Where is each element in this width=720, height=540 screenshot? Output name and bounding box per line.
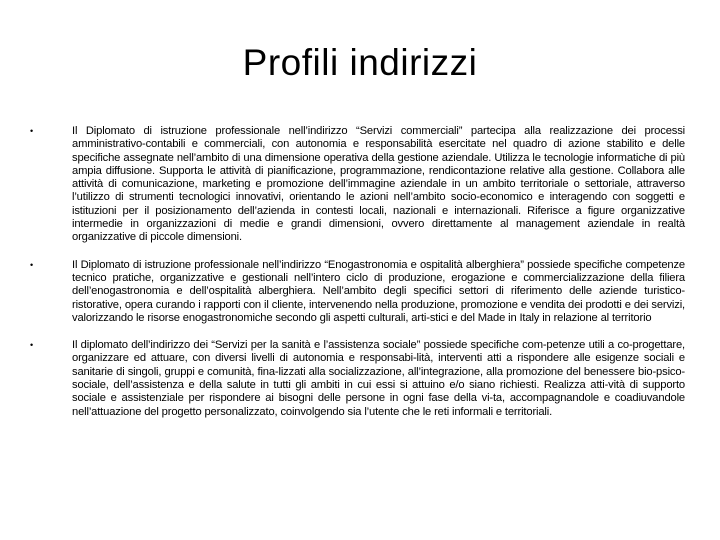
bullet-text: Il diplomato dell’indirizzo dei “Servizi per la sanità e l’assistenza sociale” possiede specifiche com-petenze utili a co-progettare, organizzare ed attuare, con diversi livelli di autonomia e responsabi-lità, interventi atti a rispondere alle esigenze sociali e sanitarie di singoli, gruppi e comunità, fina-lizzati alla socializzazione, all’integrazione, alla promozione del benessere bio-psico-sociale, dell’assistenza e della salute in tutti gli ambiti in cui essi si attuino e/o siano richiesti. Realizza atti-vità di supporto sociale e assistenziale per rispondere ai bisogni delle persone in ogni fase della vi-ta, accompagnandole e coadiuvandole nell’attuazione del progetto personalizzato, coinvolgendo sia l’utente che le reti informali e territoriali. bbox=[72, 339, 685, 418]
bullet-item-sanita bbox=[30, 339, 685, 419]
bullet-text: Il Diplomato di istruzione professionale nell’indirizzo “Servizi commerciali” partecipa alla realizzazione dei processi amministrativo-contabili e commerciali, con autonomia e responsabilità esercitate nel quadro di azione stabilito e delle specifiche assegnate nell’ambito di una dimensione operativa della gestione aziendale. Utilizza le tecnologie informatiche di più ampia diffusione. Supporta le attività di pianificazione, programmazione, rendicontazione relative alla gestione. Collabora alle attività di comunicazione, marketing e promozione dell’immagine aziendale in un ambito territoriale o settoriale, attraverso l’utilizzo di strumenti tecnologici innovativi, orientando le azioni nell’ambito socio-economico e interagendo con soggetti e istituzioni per il posizionamento dell’azienda in contesti locali, nazionali e internazionali. Riferisce a figure organizzative intermedie in organizzazioni di medie e grandi dimensioni, ovvero direttamente al management aziendale in realtà organizzative di piccole dimensioni. bbox=[72, 125, 685, 244]
bullet-list bbox=[30, 125, 685, 433]
bullet-item-enogastronomia bbox=[30, 259, 685, 325]
bullet-item-commerciali bbox=[30, 125, 685, 245]
bullet-dot-icon: • bbox=[30, 259, 34, 270]
bullet-text: Il Diplomato di istruzione professionale nell’indirizzo “Enogastronomia e ospitalità alberghiera” possiede specifiche competenze tecnico pratiche, organizzative e gestionali nell’intero ciclo di produzione, erogazione e commercializzazione della filiera dell’enogastronomia e dell’ospitalità alberghiera. Nell’ambito degli specifici settori di riferimento delle aziende turistico-ristorative, opera curando i rapporti con il cliente, intervenendo nella produzione, promozione e vendita dei prodotti e dei servizi, valorizzando le risorse enogastronomiche secondo gli aspetti culturali, arti-stici e del Made in Italy in relazione al territorio bbox=[72, 258, 685, 324]
slide-title: Profili indirizzi bbox=[242, 42, 478, 83]
bullet-dot-icon: • bbox=[30, 340, 34, 351]
bullet-dot-icon: • bbox=[30, 126, 34, 136]
